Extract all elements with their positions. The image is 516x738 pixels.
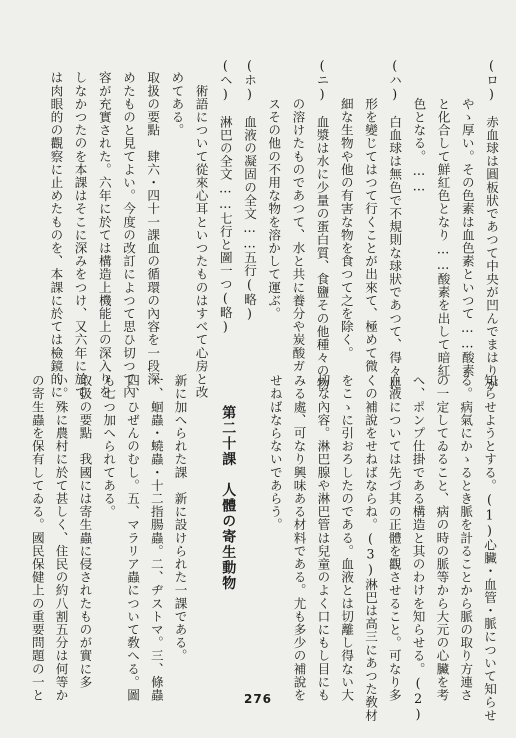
upper-text-column: (ハ) 白血球は無色で不規則な球狀であつて、得々に bbox=[387, 58, 403, 391]
upper-text-column: (ニ) 血漿は水に少量の蛋白質、食鹽その他種々の物 bbox=[314, 58, 330, 391]
lower-text-column: くの補說をせねばならね。(3)淋巴は高三にあつた敎材 bbox=[363, 374, 378, 722]
page-number: 276 bbox=[243, 692, 273, 706]
upper-text-column: めてある。 bbox=[169, 58, 185, 137]
upper-text-column: の溶けたものであつて、水と共に養分や炭酸ガ bbox=[290, 58, 306, 373]
upper-text-column: 取扱の要點 肆六・四十一課血の循環の內容を一段深 bbox=[145, 58, 161, 386]
lower-text-column: 切な內容。淋巴腺や淋巴管は兒童のよく口にもし目にも bbox=[315, 374, 331, 702]
lower-text-column: 第二十課 人體の寄生動物 bbox=[220, 374, 237, 591]
lower-text-column: る。病氣にかゝるとき脈を計ることから脈の取り方連さ bbox=[458, 374, 474, 702]
upper-text-column: 形を變じてはつて行くことが出來て、極めて微 bbox=[363, 58, 378, 373]
lower-text-column: い。殊に農村に於て甚しく、住民の約八割五分は何等か bbox=[53, 374, 69, 702]
upper-text-column: やゝ厚い。その色素は血色素といつて……酸素 bbox=[459, 58, 475, 378]
upper-text-column: (ロ) 赤血球は圓板狀であつて中央が凹んでまはりが bbox=[484, 58, 499, 391]
upper-text-column: 色となる。…… bbox=[411, 58, 427, 194]
lower-text-column: 四、ひぜんのむし。五、マラリア蟲について敎へる。圖 bbox=[125, 374, 140, 702]
lower-text-column: みる處、可なり興味ある材料である。尤も多少の補說を bbox=[291, 374, 307, 702]
lower-text-column: の一定してゐること、病の時の脈等から大元の心臟を考 bbox=[434, 374, 450, 702]
lower-text-column: の寄生蟲を保有してゐる。國民保健上の重要問題の一と bbox=[29, 374, 45, 702]
lower-text-column: 取扱の要點 我國には寄生蟲に侵されたものが實に多 bbox=[77, 374, 93, 689]
upper-text-column: スその他の不用な物を溶かして運ぶ。 bbox=[266, 58, 282, 320]
upper-text-column: は肉眼的の觀察に止めたものを、本課に於ては檢鏡的に bbox=[48, 58, 64, 399]
lower-text-column: へ、ポンプ仕掛である構造と其のわけを知らせる。(2) bbox=[410, 374, 426, 722]
upper-text-column: と化合して鮮紅色となり……酸素を出して暗紅 bbox=[435, 58, 451, 378]
upper-text-column: 細な生物や他の有害な物を食つて之を除く。 bbox=[338, 58, 354, 360]
upper-text-column: (ホ) 血液の凝固の全文……五行(略) bbox=[242, 58, 257, 322]
upper-text-column: (ヘ) 淋巴の全文……七行と圖一つ(略) bbox=[217, 58, 233, 335]
lower-text-column: 一、蛔蟲・蟯蟲・十二指腸蟲。二、ヂストマ。三、條蟲 bbox=[148, 374, 164, 702]
upper-text-column: めたものと見てよい。今度の改訂によつて思ひ切つて內 bbox=[121, 58, 136, 399]
upper-text-column: 術語について從來心耳といつたものはすべて心房と改 bbox=[193, 58, 209, 399]
upper-text-column: しなかつたのを本課はそこに深みをつけ、又六年に於て bbox=[72, 58, 88, 399]
lower-text-column: 知らせようとする。(1)心臟・血管・脈について知らせ bbox=[482, 374, 497, 722]
lower-text-column: も七つ加へられてある。 bbox=[101, 374, 117, 519]
lower-text-column: 血液については先づ其の正體を觀させること。可なり多 bbox=[386, 374, 402, 702]
lower-text-column: をこゝに引おろしたのである。血液とは切離し得ない大 bbox=[339, 374, 355, 702]
upper-text-column: 容が充實された。六年に於ては構造上機能上の深入りを bbox=[96, 58, 112, 399]
lower-text-column: せねばならないであらう。 bbox=[267, 374, 283, 532]
lower-text-column: 新に加へられた課 新に設けられた一課である。 bbox=[172, 374, 188, 663]
